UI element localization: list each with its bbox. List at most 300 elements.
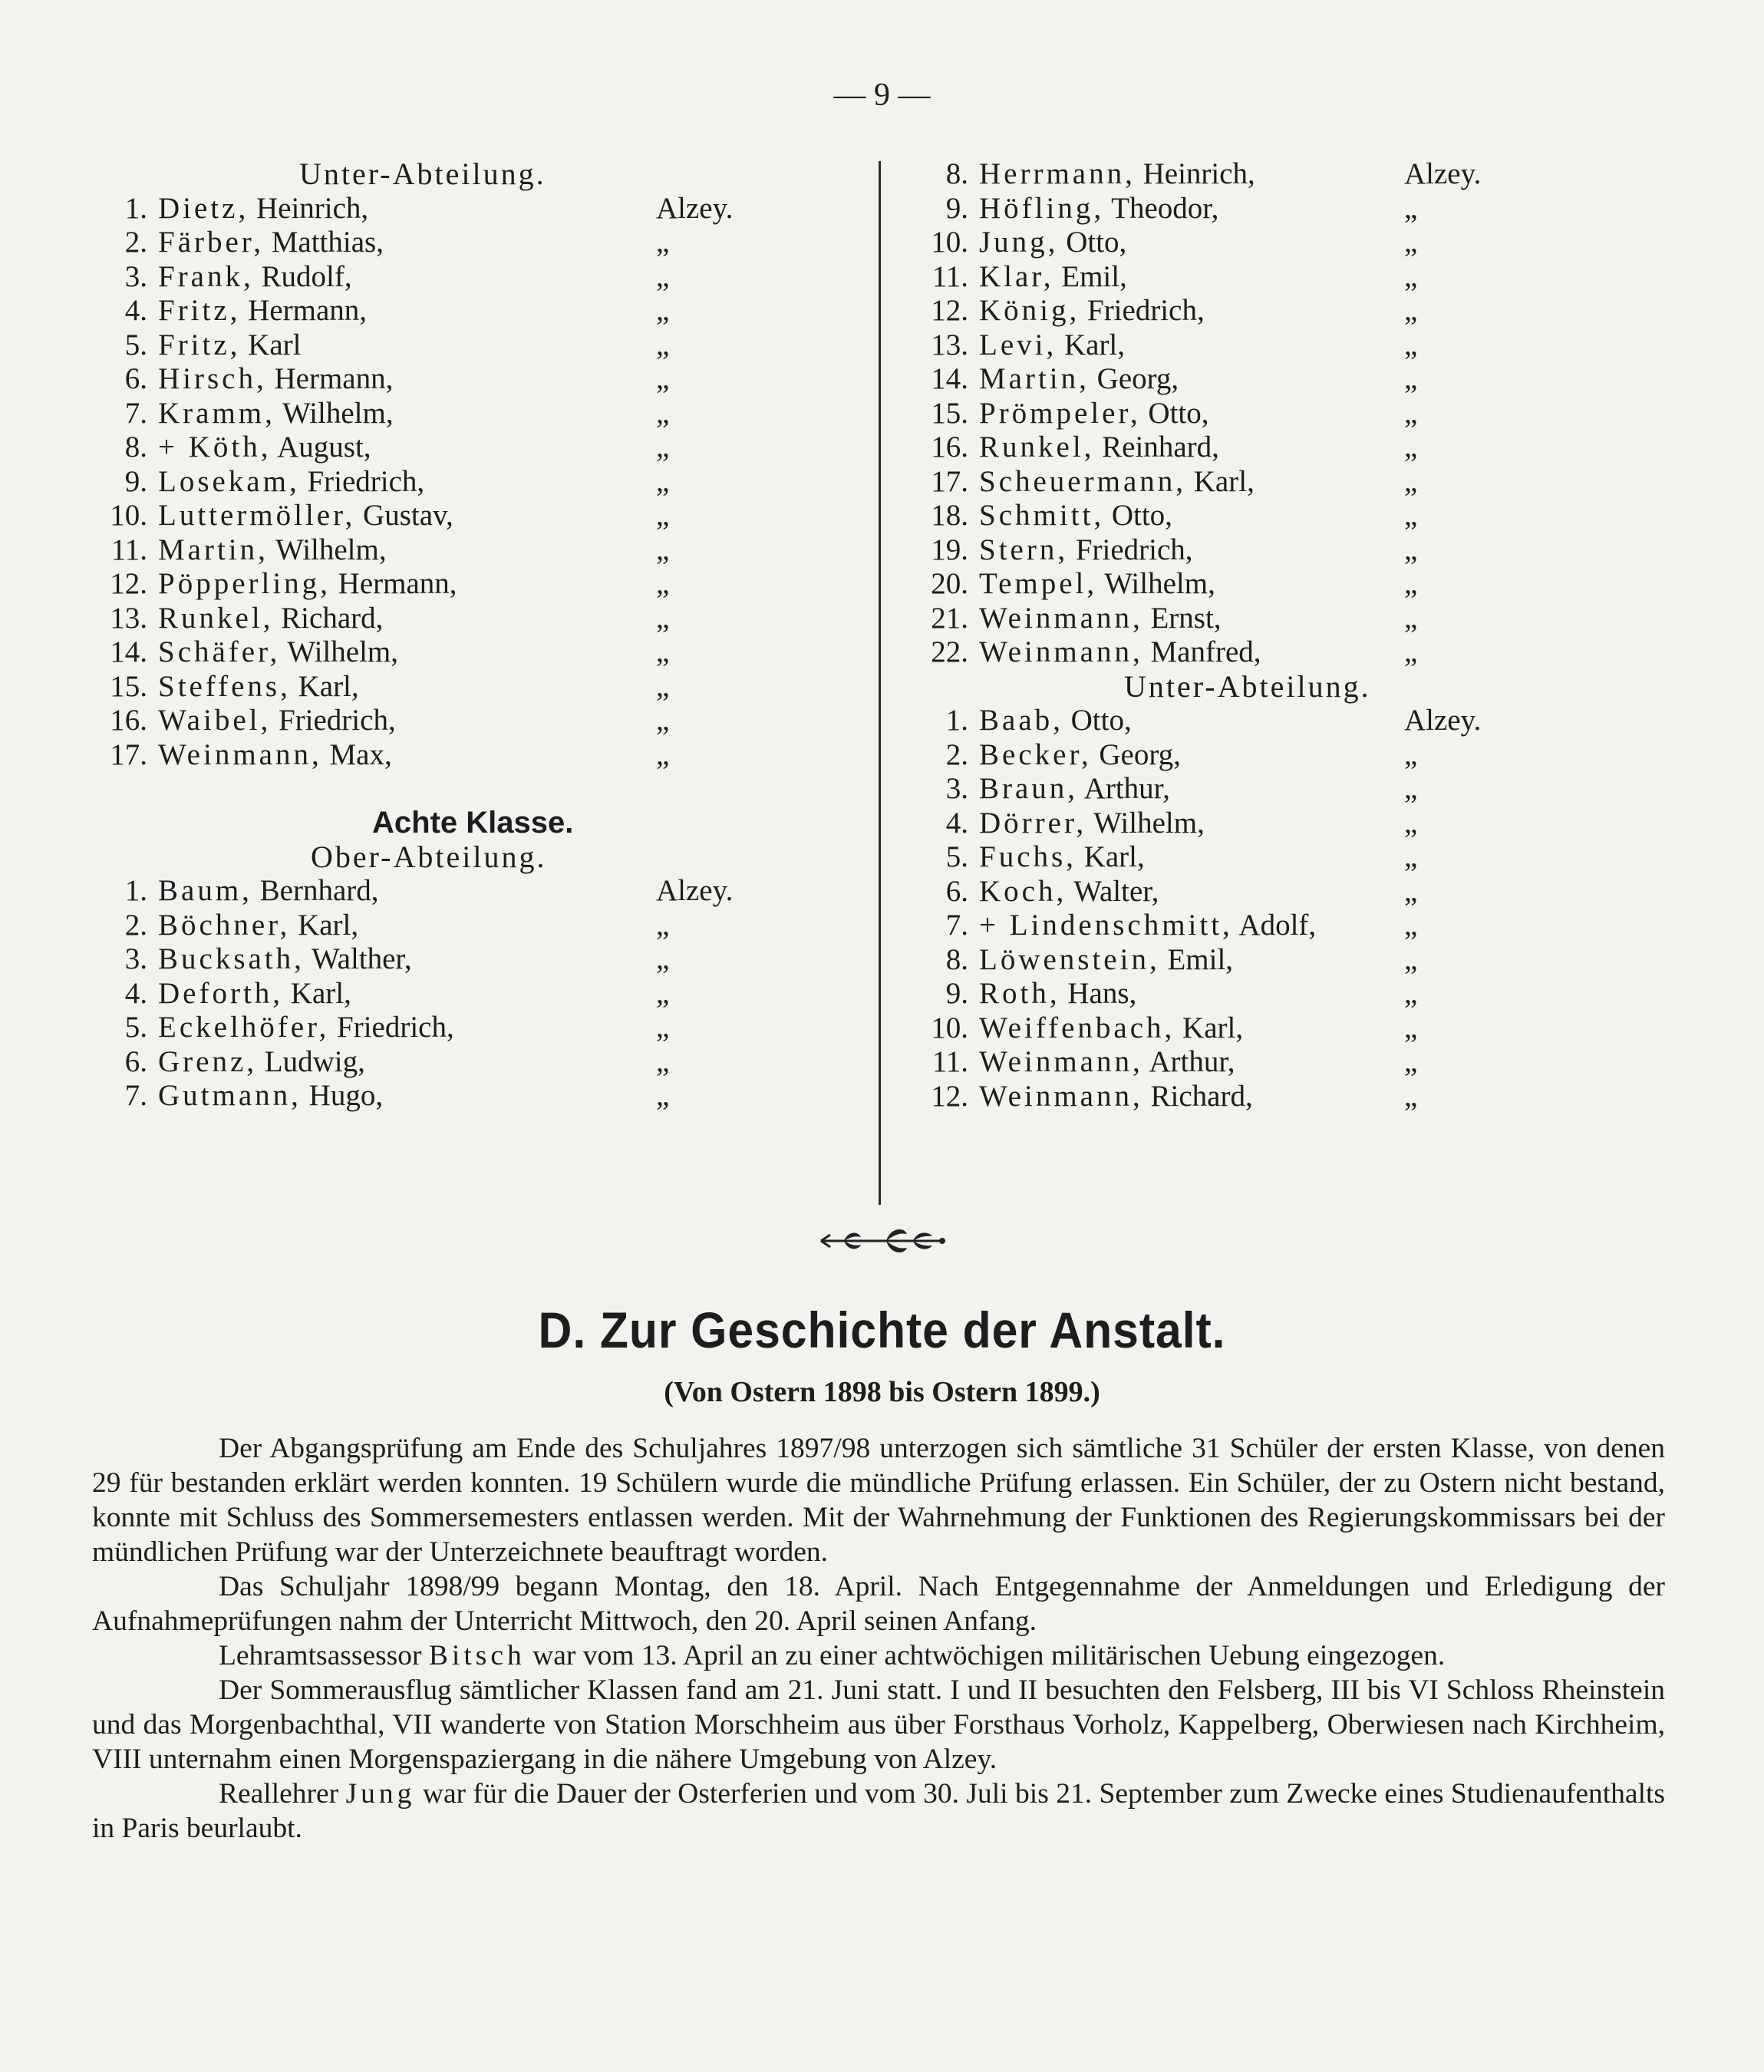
student-place: „ bbox=[1404, 533, 1418, 566]
student-given-name: Ernst, bbox=[1150, 601, 1222, 635]
student-place: „ bbox=[656, 431, 670, 464]
student-row bbox=[84, 738, 867, 773]
student-given-name: Bernhard, bbox=[259, 874, 379, 907]
student-place: „ bbox=[656, 294, 670, 327]
student-surname: Färber, bbox=[158, 226, 264, 259]
student-surname: Gutmann, bbox=[158, 1079, 302, 1112]
paragraph-text: Reallehrer bbox=[219, 1778, 346, 1810]
student-row bbox=[84, 874, 867, 909]
student-number: 18. bbox=[931, 499, 968, 532]
student-given-name: Wilhelm, bbox=[1093, 806, 1205, 840]
student-number: 9. bbox=[945, 977, 968, 1010]
student-row bbox=[84, 909, 867, 943]
student-row bbox=[905, 260, 1673, 295]
student-given-name: Arthur, bbox=[1149, 1045, 1235, 1078]
student-row bbox=[905, 704, 1673, 738]
student-row bbox=[84, 1079, 867, 1114]
student-name bbox=[968, 192, 1218, 226]
student-place: „ bbox=[1404, 294, 1418, 327]
student-row bbox=[84, 465, 867, 500]
student-given-name: Arthur, bbox=[1083, 772, 1170, 805]
student-row bbox=[905, 840, 1673, 875]
student-number: 16. bbox=[931, 431, 968, 464]
left-ober-list bbox=[84, 874, 867, 1114]
student-given-name: Hermann, bbox=[248, 294, 368, 327]
student-surname: Tempel, bbox=[979, 567, 1098, 600]
student-surname: Prömpeler, bbox=[979, 396, 1141, 430]
student-row bbox=[84, 704, 867, 738]
student-surname: Steffens, bbox=[158, 669, 291, 703]
student-row bbox=[905, 807, 1673, 841]
student-row bbox=[905, 909, 1673, 943]
student-row bbox=[905, 567, 1673, 602]
left-unter-list bbox=[84, 192, 867, 773]
student-surname: Luttermöller, bbox=[158, 499, 356, 532]
student-surname: Weinmann, bbox=[979, 635, 1143, 668]
history-text bbox=[92, 1431, 1665, 1846]
unter-abteilung-heading: Unter-Abteilung. bbox=[299, 157, 546, 191]
student-place: „ bbox=[1404, 499, 1418, 532]
student-row bbox=[84, 397, 867, 431]
paragraph-text: war für die Dauer der Osterferien und vom 30. Juli bis 21. September zum Zwecke eines Studienaufenthalts in Paris beurlaubt. bbox=[92, 1778, 1665, 1844]
student-number: 11. bbox=[931, 1045, 968, 1078]
student-name bbox=[147, 226, 384, 260]
student-surname: Koch, bbox=[979, 874, 1067, 908]
student-number: 6. bbox=[124, 362, 147, 395]
student-row bbox=[84, 1045, 867, 1080]
student-name bbox=[147, 1011, 454, 1045]
student-name bbox=[968, 157, 1255, 192]
student-place: „ bbox=[656, 601, 670, 635]
student-name bbox=[968, 533, 1193, 568]
student-number: 10. bbox=[931, 226, 968, 259]
student-surname: Löwenstein, bbox=[979, 942, 1160, 976]
student-place: „ bbox=[656, 328, 670, 361]
student-number: 14. bbox=[931, 362, 968, 395]
student-name bbox=[147, 260, 352, 295]
student-name bbox=[968, 772, 1170, 807]
student-name bbox=[968, 875, 1159, 909]
paragraph-text: Der Abgangsprüfung am Ende des Schuljahres 1897/98 unterzogen sich sämtliche 31 Schüler der ersten Klasse, von denen 29 für bestanden erklärt werden konnten. 19 Schülern wurde die mündliche Prüfung erlassen. Ein Schüler, der zu Ostern nicht bestand, konnte mit Schluss des Sommersemesters entlassen werden. Mit der Wahrnehmung der Funktionen des Regierungskommissars bei der mündlichen Prüfung war der Unterzeichnete beauftragt worden. bbox=[92, 1433, 1665, 1568]
paragraph-text: Lehramtsassessor bbox=[219, 1640, 429, 1671]
student-name bbox=[968, 635, 1261, 670]
student-name bbox=[147, 874, 379, 909]
student-name bbox=[968, 807, 1205, 841]
unter-abteilung-heading-right: Unter-Abteilung. bbox=[1124, 668, 1371, 704]
student-given-name: Otto, bbox=[1111, 499, 1172, 532]
student-surname: Eckelhöfer, bbox=[158, 1011, 330, 1044]
student-surname: Baum, bbox=[158, 874, 252, 907]
student-place: „ bbox=[656, 669, 670, 703]
student-surname: Weinmann, bbox=[979, 1079, 1143, 1113]
student-place: „ bbox=[656, 259, 670, 293]
student-given-name: Karl, bbox=[290, 976, 351, 1010]
student-given-name: Reinhard, bbox=[1102, 431, 1219, 464]
student-given-name: Karl bbox=[248, 328, 302, 361]
student-place: „ bbox=[1404, 942, 1418, 976]
student-given-name: Walter, bbox=[1073, 874, 1159, 908]
student-row bbox=[84, 328, 867, 363]
student-row bbox=[905, 328, 1673, 363]
student-surname: Fritz, bbox=[158, 328, 241, 361]
student-place: Alzey. bbox=[1404, 704, 1482, 737]
student-surname: Klar, bbox=[979, 259, 1054, 293]
student-surname: Frank, bbox=[158, 259, 254, 293]
student-number: 7. bbox=[945, 909, 968, 942]
student-surname: Runkel, bbox=[979, 431, 1095, 464]
student-number: 19. bbox=[931, 533, 968, 566]
student-given-name: Richard, bbox=[1150, 1079, 1253, 1113]
paragraph bbox=[92, 1638, 1665, 1673]
student-name bbox=[147, 499, 453, 533]
student-given-name: Emil, bbox=[1061, 259, 1127, 293]
student-number: 17. bbox=[110, 737, 147, 771]
student-row bbox=[905, 738, 1673, 773]
student-surname: Bucksath, bbox=[158, 942, 305, 975]
student-given-name: Otto, bbox=[1148, 396, 1209, 430]
student-place: „ bbox=[656, 1011, 670, 1044]
student-place: „ bbox=[656, 1079, 670, 1112]
student-name bbox=[968, 567, 1215, 602]
student-surname: + Lindenschmitt, bbox=[979, 909, 1233, 942]
student-given-name: Wilhelm, bbox=[287, 635, 398, 668]
student-row bbox=[84, 635, 867, 670]
student-name bbox=[147, 465, 424, 500]
student-surname: Grenz, bbox=[158, 1044, 258, 1078]
student-name bbox=[968, 977, 1136, 1011]
student-surname: Kramm, bbox=[158, 396, 275, 430]
student-row bbox=[84, 533, 867, 568]
student-number: 3. bbox=[124, 942, 147, 975]
student-surname: Weiffenbach, bbox=[979, 1011, 1175, 1044]
student-surname: Stern, bbox=[979, 533, 1069, 566]
student-place: „ bbox=[1404, 601, 1418, 635]
student-name bbox=[968, 328, 1125, 363]
student-name bbox=[968, 260, 1127, 295]
student-place: „ bbox=[1404, 737, 1418, 771]
student-number: 11. bbox=[110, 533, 147, 566]
student-given-name: Karl, bbox=[298, 669, 359, 703]
student-row bbox=[905, 192, 1673, 226]
student-given-name: Hugo, bbox=[308, 1079, 384, 1112]
student-number: 13. bbox=[110, 601, 147, 635]
student-place: „ bbox=[656, 567, 670, 600]
student-place: „ bbox=[656, 635, 670, 668]
student-number: 1. bbox=[124, 874, 147, 907]
student-row bbox=[84, 602, 867, 636]
student-place: Alzey. bbox=[1404, 157, 1482, 190]
student-surname: Runkel, bbox=[158, 601, 274, 635]
student-name bbox=[147, 533, 387, 568]
right-column bbox=[905, 157, 1673, 1114]
student-surname: Dietz, bbox=[158, 191, 249, 225]
student-row bbox=[84, 977, 867, 1011]
paragraph-text: war vom 13. April an zu einer achtwöchigen militärischen Uebung eingezogen. bbox=[525, 1640, 1446, 1671]
paragraph bbox=[92, 1777, 1665, 1846]
student-surname: Losekam, bbox=[158, 464, 300, 498]
student-number: 11. bbox=[931, 259, 968, 293]
student-name bbox=[968, 1080, 1253, 1114]
student-place: „ bbox=[1404, 567, 1418, 600]
student-name bbox=[968, 431, 1219, 465]
student-number: 20. bbox=[931, 567, 968, 600]
paragraph bbox=[92, 1673, 1665, 1777]
student-number: 7. bbox=[124, 1079, 147, 1112]
student-row bbox=[905, 157, 1673, 192]
student-place: „ bbox=[656, 976, 670, 1010]
student-name bbox=[147, 192, 368, 226]
student-surname: Weinmann, bbox=[158, 737, 322, 771]
student-given-name: Heinrich, bbox=[256, 191, 369, 225]
student-surname: Weinmann, bbox=[979, 601, 1143, 635]
student-name bbox=[968, 362, 1179, 397]
student-surname: Höfling, bbox=[979, 191, 1105, 225]
student-given-name: Hermann, bbox=[274, 362, 394, 395]
student-given-name: Friedrich, bbox=[1075, 533, 1193, 566]
student-surname: Baab, bbox=[979, 704, 1063, 737]
student-number: 4. bbox=[124, 976, 147, 1010]
student-number: 8. bbox=[945, 942, 968, 976]
student-number: 16. bbox=[110, 704, 147, 737]
student-given-name: August, bbox=[277, 431, 371, 464]
student-row bbox=[905, 1011, 1673, 1046]
student-number: 9. bbox=[124, 464, 147, 498]
student-surname: Schmitt, bbox=[979, 499, 1105, 532]
student-surname: Schäfer, bbox=[158, 635, 281, 668]
student-number: 21. bbox=[931, 601, 968, 635]
student-surname: Fritz, bbox=[158, 294, 241, 327]
achte-klasse-heading: Achte Klasse. bbox=[372, 806, 574, 840]
student-name bbox=[147, 942, 412, 977]
student-place: Alzey. bbox=[656, 874, 734, 907]
student-surname: Hirsch, bbox=[158, 362, 267, 395]
student-number: 3. bbox=[945, 772, 968, 805]
right-ober-list bbox=[905, 157, 1673, 670]
student-given-name: Wilhelm, bbox=[282, 396, 394, 430]
student-number: 12. bbox=[110, 567, 147, 600]
student-surname: Braun, bbox=[979, 772, 1079, 805]
student-name bbox=[147, 909, 358, 943]
person-name: Bitsch bbox=[428, 1640, 526, 1671]
student-name bbox=[147, 977, 351, 1011]
student-given-name: Wilhelm, bbox=[1104, 567, 1215, 600]
student-surname: Scheuermann, bbox=[979, 464, 1187, 498]
student-number: 2. bbox=[945, 737, 968, 771]
student-given-name: Heinrich, bbox=[1142, 157, 1255, 190]
student-number: 2. bbox=[124, 226, 147, 259]
student-row bbox=[84, 226, 867, 260]
student-given-name: Rudolf, bbox=[261, 259, 352, 293]
student-number: 6. bbox=[124, 1044, 147, 1078]
student-given-name: Walther, bbox=[311, 942, 412, 975]
student-place: „ bbox=[1404, 806, 1418, 840]
student-given-name: Emil, bbox=[1167, 942, 1234, 976]
student-surname: Roth, bbox=[979, 977, 1060, 1010]
student-given-name: Matthias, bbox=[271, 226, 384, 259]
student-row bbox=[84, 294, 867, 328]
student-name bbox=[968, 465, 1255, 500]
student-place: „ bbox=[1404, 226, 1418, 259]
student-place: „ bbox=[1404, 909, 1418, 942]
student-place: „ bbox=[656, 737, 670, 771]
student-row bbox=[905, 1045, 1673, 1080]
paragraph bbox=[92, 1569, 1665, 1638]
student-number: 22. bbox=[931, 635, 968, 668]
student-given-name: Hermann, bbox=[338, 567, 457, 600]
student-place: „ bbox=[1404, 1011, 1418, 1044]
student-surname: + Köth, bbox=[158, 431, 272, 464]
student-surname: Fuchs, bbox=[979, 840, 1077, 873]
student-given-name: Georg, bbox=[1096, 362, 1179, 395]
student-row bbox=[905, 875, 1673, 909]
student-number: 10. bbox=[110, 499, 147, 532]
student-place: „ bbox=[1404, 977, 1418, 1010]
student-number: 15. bbox=[110, 669, 147, 703]
student-place: „ bbox=[656, 704, 670, 737]
section-title: D. Zur Geschichte der Anstalt. bbox=[538, 1302, 1226, 1358]
student-given-name: Karl, bbox=[298, 908, 359, 942]
student-place: „ bbox=[1404, 1045, 1418, 1078]
student-place: „ bbox=[1404, 635, 1418, 668]
student-name bbox=[147, 635, 398, 670]
student-place: „ bbox=[656, 499, 670, 532]
page-number: — 9 — bbox=[833, 78, 931, 113]
student-place: „ bbox=[1404, 431, 1418, 464]
student-row bbox=[84, 942, 867, 977]
student-place: „ bbox=[1404, 362, 1418, 395]
student-given-name: Gustav, bbox=[363, 499, 453, 532]
student-number: 5. bbox=[124, 1011, 147, 1044]
student-name bbox=[147, 1079, 383, 1114]
student-name bbox=[147, 431, 371, 465]
student-place: „ bbox=[656, 1044, 670, 1078]
student-given-name: Otto, bbox=[1066, 226, 1127, 259]
student-name bbox=[968, 602, 1222, 636]
student-number: 4. bbox=[945, 806, 968, 840]
student-number: 17. bbox=[931, 464, 968, 498]
student-place: „ bbox=[1404, 840, 1418, 873]
student-name bbox=[147, 328, 301, 363]
student-given-name: Manfred, bbox=[1150, 635, 1261, 668]
student-given-name: Hans, bbox=[1067, 977, 1137, 1010]
student-surname: Böchner, bbox=[158, 908, 291, 942]
student-surname: König, bbox=[979, 294, 1080, 327]
student-place: Alzey. bbox=[656, 191, 734, 225]
student-given-name: Friedrich, bbox=[278, 704, 396, 737]
student-number: 10. bbox=[931, 1011, 968, 1044]
student-surname: Dörrer, bbox=[979, 806, 1087, 840]
student-name bbox=[968, 840, 1145, 875]
student-name bbox=[147, 704, 396, 738]
student-row bbox=[905, 772, 1673, 807]
student-surname: Martin, bbox=[158, 533, 269, 566]
student-row bbox=[905, 226, 1673, 260]
student-given-name: Theodor, bbox=[1111, 191, 1219, 225]
student-row bbox=[84, 192, 867, 226]
student-given-name: Richard, bbox=[281, 601, 384, 635]
student-number: 1. bbox=[124, 191, 147, 225]
student-place: „ bbox=[1404, 772, 1418, 805]
student-row bbox=[84, 1011, 867, 1045]
fleuron-ornament bbox=[813, 1222, 951, 1260]
student-name bbox=[968, 704, 1132, 738]
student-row bbox=[84, 499, 867, 533]
student-place: „ bbox=[1404, 191, 1418, 225]
student-row bbox=[84, 670, 867, 704]
student-row bbox=[905, 499, 1673, 533]
student-number: 1. bbox=[945, 704, 968, 737]
student-name bbox=[968, 499, 1172, 533]
student-name bbox=[147, 294, 367, 328]
student-row bbox=[905, 294, 1673, 328]
student-number: 15. bbox=[931, 396, 968, 430]
paragraph-text: Der Sommerausflug sämtlicher Klassen fand am 21. Juni statt. I und II besuchten den Felsberg, III bis VI Schloss Rheinstein und das Morgenbachthal, VII wanderte von Station Morschheim aus über Forsthaus Vorholz, Kappelberg, Oberwiesen nach Kirchheim, VIII unternahm einen Morgenspaziergang in die nähere Umgebung von Alzey. bbox=[92, 1674, 1665, 1775]
student-name bbox=[968, 1045, 1235, 1080]
student-name bbox=[968, 909, 1316, 943]
student-given-name: Friedrich, bbox=[307, 464, 425, 498]
student-row bbox=[905, 533, 1673, 568]
student-number: 2. bbox=[124, 908, 147, 942]
student-number: 14. bbox=[110, 635, 147, 668]
student-row bbox=[905, 977, 1673, 1011]
student-surname: Jung, bbox=[979, 226, 1059, 259]
student-place: „ bbox=[1404, 874, 1418, 908]
student-place: „ bbox=[656, 226, 670, 259]
student-name bbox=[147, 738, 392, 773]
student-name bbox=[147, 670, 359, 704]
student-number: 4. bbox=[124, 294, 147, 327]
student-number: 5. bbox=[124, 328, 147, 361]
ober-abteilung-heading: Ober-Abteilung. bbox=[311, 839, 547, 874]
student-number: 3. bbox=[124, 259, 147, 293]
student-name bbox=[147, 602, 383, 636]
student-row bbox=[905, 943, 1673, 978]
student-number: 12. bbox=[931, 1079, 968, 1113]
student-row bbox=[84, 431, 867, 465]
student-number: 5. bbox=[945, 840, 968, 873]
student-place: „ bbox=[1404, 464, 1418, 498]
section-subtitle: (Von Ostern 1898 bis Ostern 1899.) bbox=[664, 1376, 1100, 1408]
student-name bbox=[968, 397, 1209, 431]
student-name bbox=[968, 1011, 1243, 1046]
student-place: „ bbox=[1404, 1079, 1418, 1113]
student-number: 12. bbox=[931, 294, 968, 327]
student-number: 8. bbox=[945, 157, 968, 190]
left-column bbox=[84, 157, 867, 1114]
student-row bbox=[905, 1080, 1673, 1114]
student-surname: Pöpperling, bbox=[158, 567, 331, 600]
student-number: 6. bbox=[945, 874, 968, 908]
student-row bbox=[905, 362, 1673, 397]
student-surname: Deforth, bbox=[158, 976, 284, 1010]
student-name bbox=[968, 738, 1181, 773]
student-surname: Becker, bbox=[979, 737, 1092, 771]
student-given-name: Wilhelm, bbox=[275, 533, 387, 566]
student-name bbox=[147, 567, 457, 602]
student-place: „ bbox=[656, 362, 670, 395]
student-number: 7. bbox=[124, 396, 147, 430]
student-given-name: Georg, bbox=[1099, 737, 1181, 771]
student-given-name: Otto, bbox=[1070, 704, 1132, 737]
student-row bbox=[84, 362, 867, 397]
student-name bbox=[968, 226, 1126, 260]
student-row bbox=[84, 567, 867, 602]
student-row bbox=[905, 397, 1673, 431]
student-given-name: Karl, bbox=[1193, 464, 1255, 498]
student-row bbox=[905, 602, 1673, 636]
student-name bbox=[147, 397, 394, 431]
student-row bbox=[84, 260, 867, 295]
